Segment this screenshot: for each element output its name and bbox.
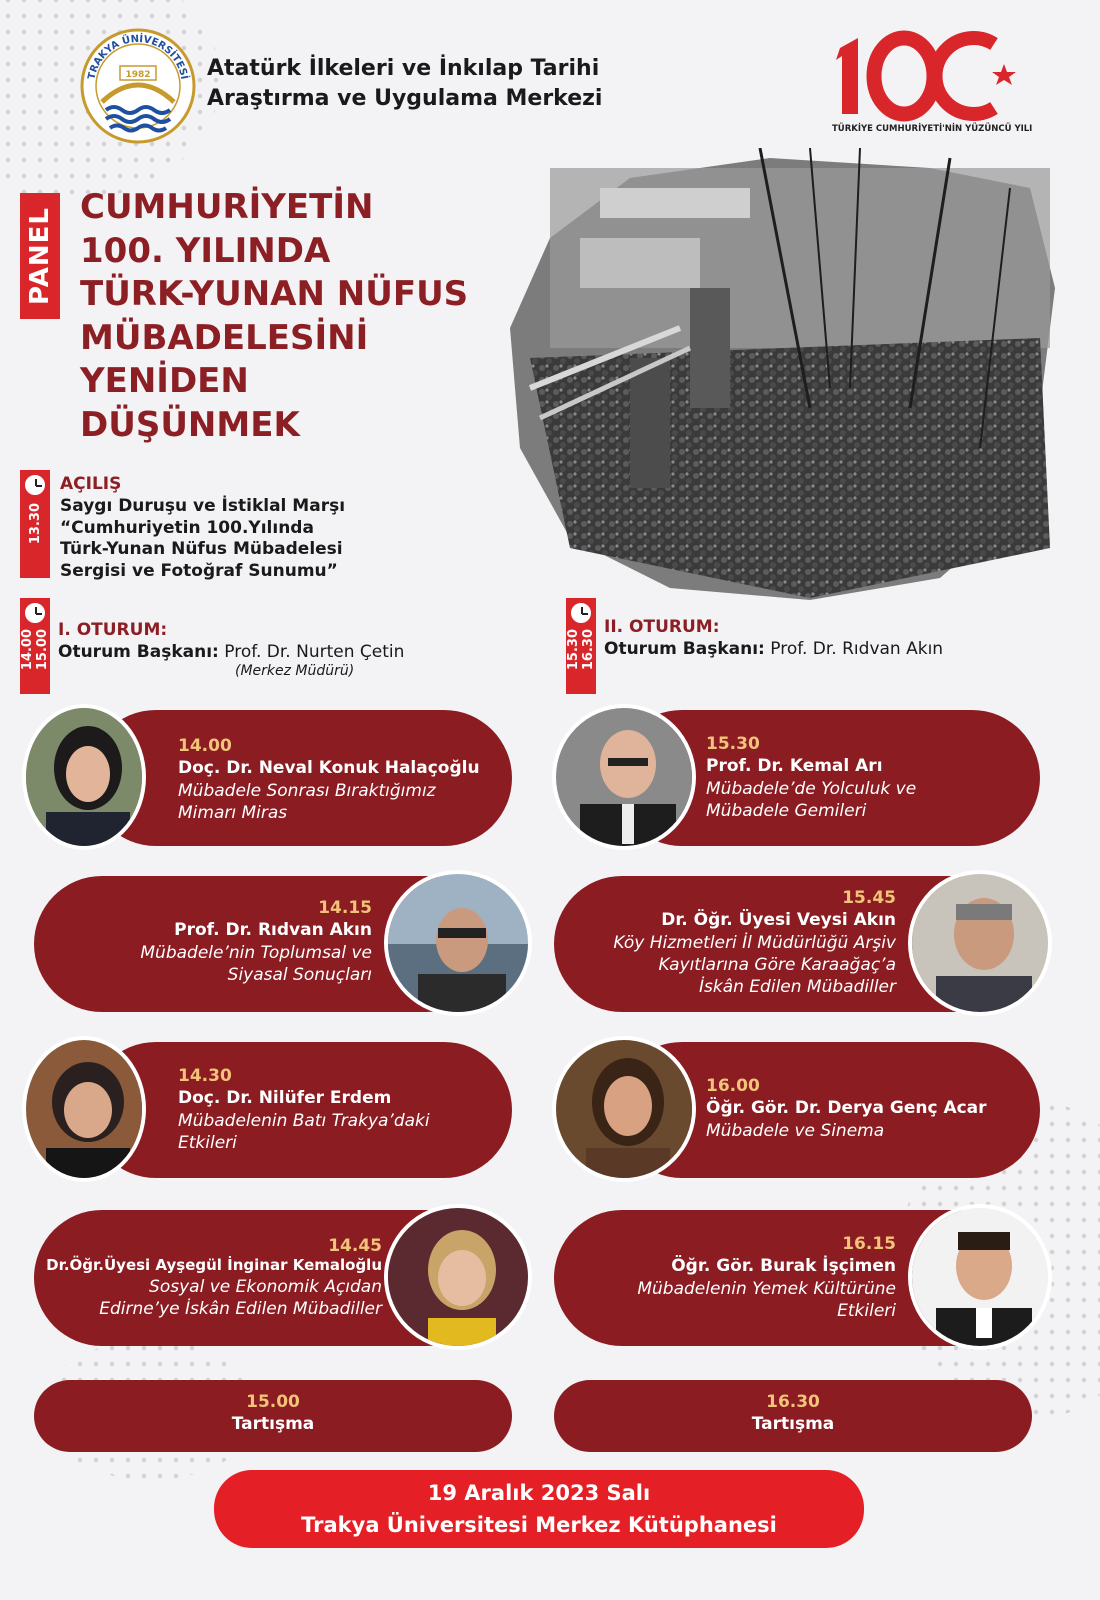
talk-topic-line: Mübadele Sonrası Bıraktığımız (178, 781, 436, 801)
center-title-line2: Araştırma ve Uygulama Merkezi (207, 86, 603, 111)
session1-time-range (20, 629, 50, 670)
session1-heading: I. OTURUM: (58, 620, 168, 640)
session2-time-end: 16.30 (581, 629, 596, 671)
talk-topic (60, 942, 372, 986)
talk-topic-line: Mübadele ve Sinema (706, 1121, 885, 1141)
session1-chair-note: (Merkez Müdürü) (235, 663, 355, 679)
talk-speaker: Öğr. Gör. Burak İşçimen (671, 1256, 896, 1276)
session1-chair-name: Prof. Dr. Nurten Çetin (224, 642, 405, 662)
university-logo (80, 28, 196, 144)
talk-time: 16.00 (706, 1076, 760, 1096)
session1-chair (58, 642, 404, 662)
event-venue: Trakya Üniversitesi Merkez Kütüphanesi (301, 1513, 777, 1537)
talk-topic (706, 1120, 884, 1142)
clock-icon (23, 601, 47, 625)
session2-time-box (566, 598, 596, 694)
talk-topic (178, 1110, 430, 1154)
clock-icon (23, 473, 47, 497)
title-line: TÜRK-YUNAN NÜFUS (80, 274, 469, 314)
talk-topic (560, 932, 896, 998)
title-line: DÜŞÜNMEK (80, 404, 300, 445)
talk-time: 16.15 (842, 1234, 896, 1254)
historic-ship-photo (510, 148, 1062, 606)
talk-topic (706, 778, 916, 822)
talk-topic-line: Sosyal ve Ekonomik Açıdan (149, 1277, 382, 1297)
clock-icon (569, 601, 593, 625)
talk-time: 14.30 (178, 1066, 232, 1086)
talk-topic-line: Mübadele’nin Toplumsal ve (140, 943, 372, 963)
main-title (80, 186, 520, 447)
session2-chair-name: Prof. Dr. Rıdvan Akın (770, 639, 944, 659)
discussion-label: Tartışma (751, 1414, 835, 1434)
talk-time: 15.30 (706, 734, 760, 754)
opening-line: Türk-Yunan Nüfus Mübadelesi (60, 539, 343, 559)
talk-topic (38, 1276, 382, 1320)
session2-time-range (566, 629, 596, 670)
talk-time: 14.15 (318, 898, 372, 918)
talk-topic-line: Etkileri (178, 1133, 237, 1153)
talk-topic-line: Mübadelenin Batı Trakya’daki (178, 1111, 430, 1131)
talk-speaker: Öğr. Gör. Dr. Derya Genç Acar (706, 1098, 987, 1118)
title-line: CUMHURİYETİN (80, 187, 374, 227)
speaker-photo (552, 704, 696, 850)
discussion-label: Tartışma (231, 1414, 315, 1434)
talk-topic-line: Edirne’ye İskân Edilen Mübadiller (99, 1299, 382, 1319)
opening-heading: AÇILIŞ (60, 474, 122, 494)
talk-topic-line: Kayıtlarına Göre Karaağaç’a (658, 955, 896, 975)
opening-time-box (20, 470, 50, 578)
speaker-photo (552, 1036, 696, 1182)
speaker-photo (22, 704, 146, 850)
talk-topic (570, 1278, 896, 1322)
talk-topic-line: Etkileri (837, 1301, 896, 1321)
panel-tag (20, 193, 60, 319)
talk-topic-line: İskân Edilen Mübadiller (699, 977, 896, 997)
title-line: YENİDEN (80, 361, 249, 401)
center-title (207, 54, 602, 114)
talk-speaker: Doç. Dr. Nilüfer Erdem (178, 1088, 392, 1108)
speaker-photo (908, 870, 1052, 1016)
opening-line: “Cumhuriyetin 100.Yılında (60, 517, 314, 538)
centennial-logo (832, 30, 1033, 140)
title-line: 100. YILINDA (80, 230, 331, 271)
talk-speaker: Prof. Dr. Rıdvan Akın (174, 920, 372, 940)
speaker-photo (22, 1036, 146, 1182)
seal-year: 1982 (125, 70, 151, 80)
opening-line: Sergisi ve Fotoğraf Sunumu” (60, 560, 338, 581)
talk-topic-line: Mübadele’de Yolculuk ve (706, 779, 917, 799)
speaker-photo (384, 870, 532, 1016)
session1-time-box (20, 598, 50, 694)
talk-time: 14.45 (328, 1236, 382, 1256)
session2-time-start: 15.30 (566, 629, 581, 671)
centennial-caption: TÜRKİYE CUMHURİYETİ'NİN YÜZÜNCÜ YILI (832, 124, 1033, 134)
speaker-photo (384, 1204, 532, 1350)
opening-line: Saygı Duruşu ve İstiklal Marşı (60, 496, 346, 516)
session2-heading: II. OTURUM: (604, 617, 720, 637)
opening-time: 13.30 (27, 503, 43, 545)
panel-tag-label: PANEL (25, 207, 56, 305)
seal-text: TRAKYA ÜNİVERSİTESİ (86, 33, 190, 81)
session2-chair (604, 639, 943, 659)
opening-program (60, 496, 345, 582)
discussion-time: 16.30 (766, 1392, 820, 1412)
talk-topic-line: Köy Hizmetleri İl Müdürlüğü Arşiv (613, 933, 896, 953)
talk-topic-line: Mübadele Gemileri (706, 801, 867, 821)
talk-topic-line: Mimarı Miras (178, 803, 288, 823)
discussion-card (34, 1380, 512, 1452)
session2-chair-label: Oturum Başkanı: (604, 639, 765, 659)
talk-speaker: Dr. Öğr. Üyesi Veysi Akın (661, 910, 896, 930)
speaker-photo (908, 1204, 1052, 1350)
event-date-venue (214, 1470, 864, 1548)
talk-card (88, 710, 512, 846)
title-line: MÜBADELESİNİ (80, 317, 369, 358)
discussion-card (554, 1380, 1032, 1452)
talk-speaker: Prof. Dr. Kemal Arı (706, 756, 883, 776)
talk-topic-line: Siyasal Sonuçları (227, 965, 372, 985)
event-date: 19 Aralık 2023 Salı (427, 1481, 651, 1505)
center-title-line1: Atatürk İlkeleri ve İnkılap Tarihi (207, 56, 600, 81)
talk-topic (178, 780, 436, 824)
talk-topic-line: Mübadelenin Yemek Kültürüne (637, 1279, 896, 1299)
session1-chair-label: Oturum Başkanı: (58, 642, 219, 662)
talk-time: 14.00 (178, 736, 232, 756)
talk-time: 15.45 (842, 888, 896, 908)
session1-time-end: 15.00 (35, 629, 50, 671)
session1-time-start: 14.00 (20, 629, 35, 671)
talk-speaker: Doç. Dr. Neval Konuk Halaçoğlu (178, 758, 480, 778)
discussion-time: 15.00 (246, 1392, 300, 1412)
talk-speaker: Dr.Öğr.Üyesi Ayşegül İnginar Kemaloğlu (46, 1256, 382, 1274)
